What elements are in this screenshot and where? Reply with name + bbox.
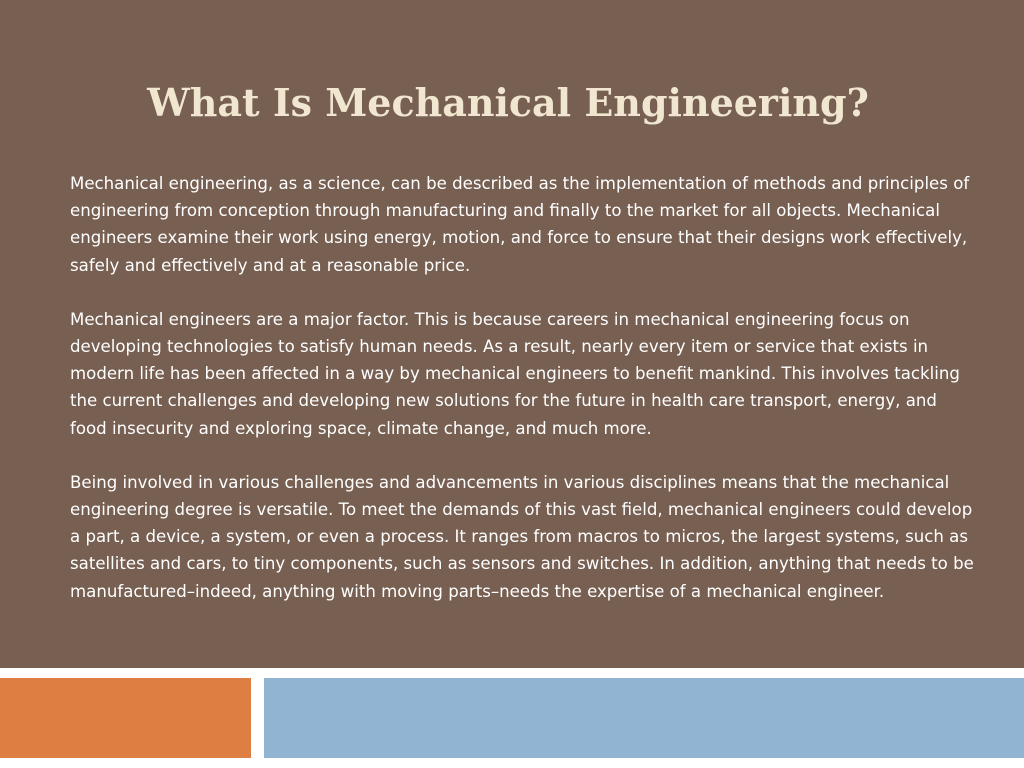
footer-orange-block xyxy=(0,678,251,758)
slide-title: What Is Mechanical Engineering? xyxy=(147,80,869,125)
body-paragraph-3: Being involved in various challenges and advancements in various disciplines means that the mechanical engineering degree is versatile. To meet the demands of this vast field, mechanical engineers could develop a part, a device, a system, or even a process. It ranges from macros to micros, the largest systems, such as satellites and cars, to tiny components, such as sensors and switches. In addition, anything that needs to be manufactured–indeed, anything with moving parts–needs the expertise of a mechanical engineer. xyxy=(70,472,974,601)
body-paragraph-1: Mechanical engineering, as a science, can be described as the implementation of methods and principles of engineering from conception through manufacturing and finally to the market for all objects. Mechanical engineers examine their work using energy, motion, and force to ensure that their designs work effectively, safely and effectively and at a reasonable price. xyxy=(70,174,970,275)
slide-body xyxy=(70,170,975,632)
body-paragraph-2: Mechanical engineers are a major factor. This is because careers in mechanical engineering focus on developing technologies to satisfy human needs. As a result, nearly every item or service that exists in modern life has been affected in a way by mechanical engineers to benefit mankind. This involves tackling the current challenges and developing new solutions for the future in health care transport, energy, and food insecurity and exploring space, climate change, and much more. xyxy=(70,309,960,438)
footer-blue-block xyxy=(264,678,1024,758)
